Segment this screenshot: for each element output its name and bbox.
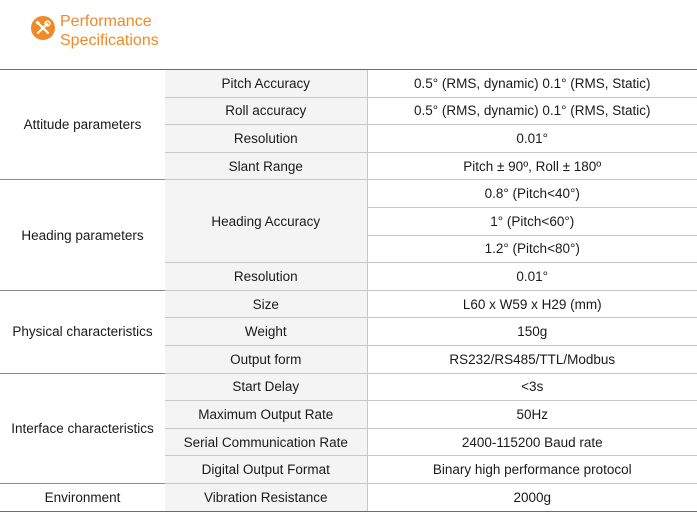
param-label: Start Delay <box>165 373 367 401</box>
param-value: RS232/RS485/TTL/Modbus <box>367 345 697 373</box>
table-row <box>0 180 697 208</box>
param-label: Pitch Accuracy <box>165 70 367 98</box>
param-value: 0.01° <box>367 125 697 153</box>
param-value: <3s <box>367 373 697 401</box>
title-line-1: Performance <box>60 13 152 30</box>
group-label: Interface characteristics <box>0 373 165 483</box>
param-value: 0.8° (Pitch<40°) <box>367 180 697 208</box>
param-label: Heading Accuracy <box>165 180 367 263</box>
param-label: Slant Range <box>165 152 367 180</box>
param-value: 2000g <box>367 483 697 511</box>
param-label: Weight <box>165 318 367 346</box>
table-row <box>0 373 697 401</box>
group-label: Physical characteristics <box>0 290 165 373</box>
group-label: Heading parameters <box>0 180 165 290</box>
param-value: Binary high performance protocol <box>367 456 697 484</box>
param-label: Maximum Output Rate <box>165 401 367 429</box>
param-label: Resolution <box>165 125 367 153</box>
param-value: L60 x W59 x H29 (mm) <box>367 290 697 318</box>
param-label: Resolution <box>165 263 367 291</box>
table-row <box>0 290 697 318</box>
wrench-screwdriver-icon <box>30 15 56 41</box>
group-label: Environment <box>0 483 165 511</box>
param-label: Vibration Resistance <box>165 483 367 511</box>
group-label: Attitude parameters <box>0 70 165 180</box>
param-label: Serial Communication Rate <box>165 428 367 456</box>
param-label: Roll accuracy <box>165 97 367 125</box>
param-value: 1.2° (Pitch<80°) <box>367 235 697 263</box>
table-row <box>0 70 697 98</box>
section-header <box>30 12 159 56</box>
param-value: 0.5° (RMS, dynamic) 0.1° (RMS, Static) <box>367 97 697 125</box>
param-value: 2400-115200 Baud rate <box>367 428 697 456</box>
param-label: Output form <box>165 345 367 373</box>
param-value: 0.5° (RMS, dynamic) 0.1° (RMS, Static) <box>367 70 697 98</box>
title-line-2: Specifications <box>60 32 159 49</box>
param-value: 50Hz <box>367 401 697 429</box>
table-row <box>0 483 697 511</box>
param-value: 0.01° <box>367 263 697 291</box>
param-label: Size <box>165 290 367 318</box>
param-value: Pitch ± 90º, Roll ± 180º <box>367 152 697 180</box>
param-value: 1° (Pitch<60°) <box>367 207 697 235</box>
param-value: 150g <box>367 318 697 346</box>
specifications-table <box>0 69 697 512</box>
param-label: Digital Output Format <box>165 456 367 484</box>
section-title <box>60 12 159 50</box>
